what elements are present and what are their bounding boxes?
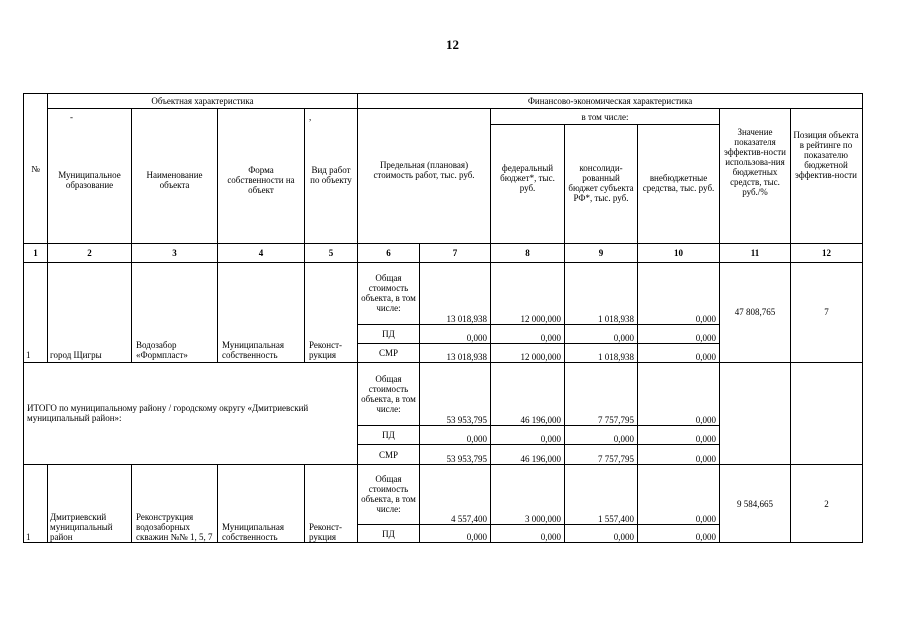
value-cell: 7 757,795 — [598, 415, 634, 425]
rank-value: 7 — [824, 307, 829, 317]
header-efficiency: Значение показателя эффектив-ности использова-ния бюджетных средств, тыс. руб./% — [724, 127, 786, 197]
value-cell: 7 757,795 — [598, 454, 634, 464]
header-number-col: № — [31, 163, 40, 174]
object-name: Водозабор «Формпласт» — [136, 340, 188, 360]
header-cost-limit: Предельная (плановая) стоимость работ, тыс. руб. — [373, 160, 475, 180]
header-financial-characteristics: Финансово-экономическая характеристика — [527, 96, 693, 106]
value-cell: 0,000 — [613, 434, 634, 444]
ownership-form: Муниципальная собственность — [222, 522, 284, 542]
pd-label: ПД — [382, 528, 395, 539]
col-number: 7 — [452, 248, 458, 258]
header-including: в том числе: — [581, 111, 629, 122]
header-work-type: Вид работ по объекту — [310, 165, 352, 185]
value-cell: 1 018,938 — [598, 352, 634, 362]
total-label: ИТОГО по муниципальному району / городскому округу «Дмитриевский муниципальный район»: — [27, 403, 309, 423]
value-cell: 0,000 — [466, 434, 487, 444]
col-number: 6 — [386, 248, 391, 258]
pd-label: ПД — [382, 430, 395, 440]
ownership-form: Муниципальная собственность — [222, 340, 284, 360]
value-cell: 0,000 — [695, 314, 716, 324]
col-number: 4 — [258, 248, 264, 258]
col-number: 11 — [750, 248, 760, 258]
value-cell: 0,000 — [695, 352, 716, 362]
value-cell: 1 557,400 — [598, 514, 634, 524]
page-number: 12 — [446, 37, 459, 52]
value-cell: 0,000 — [695, 333, 716, 343]
header-object-characteristics: Объектная характеристика — [151, 96, 254, 106]
value-cell: 4 557,400 — [451, 514, 487, 524]
row-number: 1 — [26, 350, 31, 360]
total-cost-label: Общая стоимость объекта, в том числе: — [361, 374, 416, 414]
smr-label: СМР — [378, 348, 398, 358]
header-object-name: Наименование объекта — [146, 170, 203, 190]
value-cell: 0,000 — [695, 514, 716, 524]
header-mark-1: - — [70, 112, 73, 122]
col-number: 3 — [172, 248, 177, 258]
value-cell: 0,000 — [613, 333, 634, 343]
value-cell: 53 953,795 — [446, 454, 487, 464]
value-cell: 0,000 — [540, 333, 561, 343]
municipality-name: Дмитриевский муниципальный район — [50, 512, 113, 542]
smr-label: СМР — [378, 449, 398, 460]
value-cell: 0,000 — [540, 434, 561, 444]
value-cell: 0,000 — [695, 434, 716, 444]
header-mark-2: , — [309, 112, 312, 122]
value-cell: 46 196,000 — [520, 415, 561, 425]
header-rank: Позиция объекта в рейтинге по показателю бюджетной эффектив-ности — [793, 130, 859, 180]
value-cell: 0,000 — [695, 415, 716, 425]
col-number: 2 — [87, 248, 92, 258]
col-number: 1 — [33, 248, 38, 258]
value-cell: 0,000 — [695, 532, 716, 542]
efficiency-value: 47 808,765 — [734, 307, 776, 317]
col-number: 10 — [674, 248, 683, 258]
col-number: 5 — [328, 248, 334, 258]
pd-label: ПД — [382, 329, 395, 339]
value-cell: 0,000 — [466, 333, 487, 343]
value-cell: 1 018,938 — [598, 314, 634, 324]
value-cell: 0,000 — [695, 454, 716, 464]
value-cell: 12 000,000 — [520, 352, 561, 362]
header-extra-budget: внебюджетные средства, тыс. руб. — [642, 173, 715, 193]
col-number: 12 — [822, 248, 831, 258]
header-ownership: Форма собственности на объект — [227, 165, 295, 195]
row-number: 1 — [26, 532, 31, 542]
value-cell: 13 018,938 — [446, 314, 487, 324]
total-cost-label: Общая стоимость объекта, в том числе: — [361, 273, 416, 313]
work-type: Реконст-рукция — [309, 522, 343, 542]
value-cell: 0,000 — [466, 532, 487, 542]
object-name: Реконструкция водозаборных скважин №№ 1, 5, 7 — [136, 512, 213, 542]
municipality-name: город Щигры — [50, 350, 102, 360]
work-type: Реконст-рукция — [309, 340, 343, 360]
col-number: 8 — [525, 248, 530, 258]
header-federal-budget: федеральный бюджет*, тыс. руб. — [500, 163, 555, 193]
value-cell: 0,000 — [613, 532, 634, 542]
value-cell: 46 196,000 — [520, 454, 561, 464]
total-cost-label: Общая стоимость объекта, в том числе: — [361, 474, 416, 514]
value-cell: 12 000,000 — [520, 314, 561, 324]
col-number: 9 — [598, 248, 604, 258]
header-regional-budget: консолиди-рованный бюджет субъекта РФ*, тыс. руб. — [568, 163, 634, 203]
value-cell: 3 000,000 — [525, 514, 561, 524]
value-cell: 0,000 — [540, 532, 561, 542]
efficiency-value: 9 584,665 — [737, 499, 773, 509]
rank-value: 2 — [824, 499, 829, 509]
value-cell: 53 953,795 — [446, 415, 487, 425]
header-municipality: Муниципальное образование — [58, 170, 121, 190]
value-cell: 13 018,938 — [446, 352, 487, 362]
